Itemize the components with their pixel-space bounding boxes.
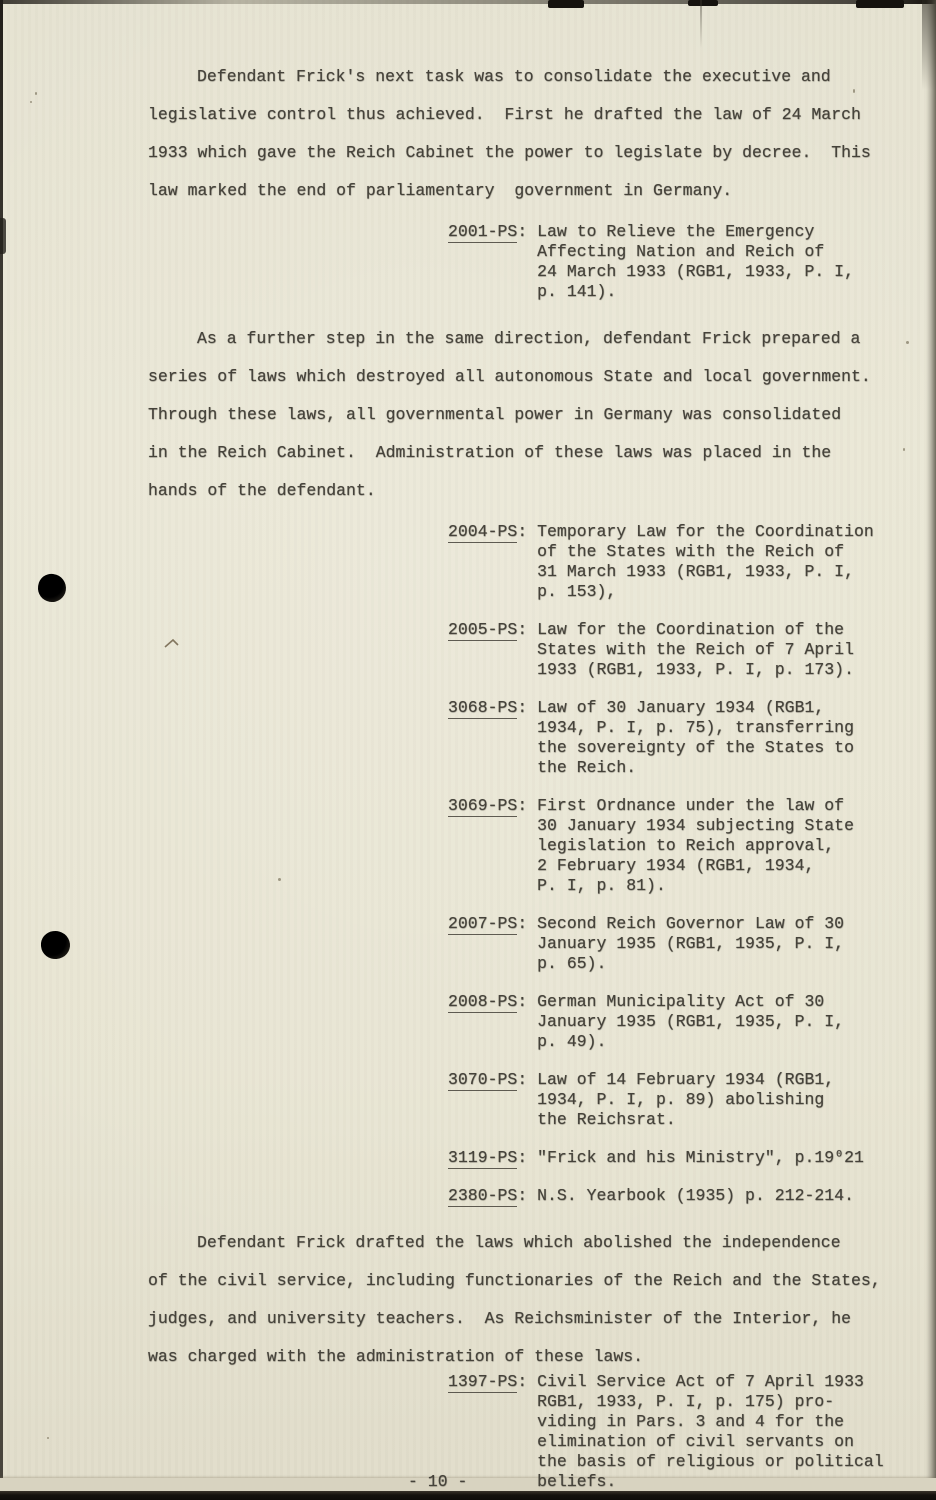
punch-hole xyxy=(40,930,72,961)
scan-edge-corner xyxy=(922,0,936,90)
citation-item xyxy=(448,1148,908,1168)
citation-text-line: Temporary Law for the Coordination xyxy=(537,522,874,541)
citation-text xyxy=(537,1186,908,1206)
citation-item xyxy=(448,992,908,1052)
citation-text-line: 24 March 1933 (RGB1, 1933, P. I, xyxy=(537,262,854,281)
citation-id-separator: : xyxy=(517,992,538,1011)
citation-text-line: p. 141). xyxy=(537,282,617,301)
citation-text-line: RGB1, 1933, P. I, p. 175) pro- xyxy=(537,1392,835,1411)
citation-item xyxy=(448,522,908,602)
citation-text xyxy=(537,698,908,778)
citation-text-line: P. I, p. 81). xyxy=(537,876,666,895)
citation-id-text: 3068-PS xyxy=(448,698,518,717)
citation-id xyxy=(448,796,537,896)
citation-id-separator: : xyxy=(517,222,538,241)
citation-text-line: N.S. Yearbook (1935) p. 212-214. xyxy=(537,1186,854,1205)
citation-item xyxy=(448,1372,908,1492)
citation-text-line: p. 49). xyxy=(537,1032,607,1051)
citation-text-line: Law of 30 January 1934 (RGB1, xyxy=(537,698,825,717)
citation-text-line: viding in Pars. 3 and 4 for the xyxy=(537,1412,845,1431)
scan-mark xyxy=(0,218,6,254)
scan-edge-top xyxy=(0,0,936,4)
citation-text xyxy=(537,1372,908,1492)
paragraph-line: Defendant Frick's next task was to consolidate the executive and xyxy=(197,67,831,86)
citation-id xyxy=(448,1148,537,1168)
citation-id-text: 2380-PS xyxy=(448,1186,518,1205)
citation-id xyxy=(448,222,537,302)
citation-id xyxy=(448,698,537,778)
citation-text xyxy=(537,914,908,974)
citation-item xyxy=(448,914,908,974)
citation-item xyxy=(448,620,908,680)
scan-mark xyxy=(856,0,904,8)
citation-id-separator: : xyxy=(517,1186,538,1205)
paragraph-line: in the Reich Cabinet. Administration of these laws was placed in the xyxy=(148,443,832,462)
citation-text-line: 1934, P. I, p. 89) abolishing xyxy=(537,1090,825,1109)
citation-item xyxy=(448,1186,908,1206)
citation-text-line: Law for the Coordination of the xyxy=(537,620,845,639)
citation-text-line: the Reichsrat. xyxy=(537,1110,676,1129)
scan-mark xyxy=(548,0,584,8)
citation-id xyxy=(448,914,537,974)
citation-id-text: 3119-PS xyxy=(448,1148,518,1167)
paragraph-line: law marked the end of parliamentary government in Germany. xyxy=(148,181,733,200)
citation-id-separator: : xyxy=(517,698,538,717)
citation-id xyxy=(448,992,537,1052)
citation-text-line: Civil Service Act of 7 April 1933 xyxy=(537,1372,864,1391)
paragraph xyxy=(148,320,908,510)
citation-id-separator: : xyxy=(517,914,538,933)
paragraph-line: of the civil service, including functionaries of the Reich and the States, xyxy=(148,1271,881,1290)
citation-id xyxy=(448,1186,537,1206)
citation-id-separator: : xyxy=(517,620,538,639)
citation-text-line: p. 153), xyxy=(537,582,617,601)
citation-group xyxy=(148,222,908,302)
paragraph-line: legislative control thus achieved. First he drafted the law of 24 March xyxy=(148,105,861,124)
scan-mark xyxy=(688,0,718,6)
citation-text-line: 1934, P. I, p. 75), transferring xyxy=(537,718,854,737)
citation-text xyxy=(537,620,908,680)
citation-text xyxy=(537,796,908,896)
citation-text-line: legislation to Reich approval, xyxy=(537,836,835,855)
citation-text xyxy=(537,222,908,302)
citation-text-line: 31 March 1933 (RGB1, 1933, P. I, xyxy=(537,562,854,581)
citation-text-line: of the States with the Reich of xyxy=(537,542,845,561)
citation-group xyxy=(148,522,908,1206)
paper-speck xyxy=(30,101,32,103)
citation-text-line: the basis of religious or political xyxy=(537,1452,884,1471)
citation-text-line: Law to Relieve the Emergency xyxy=(537,222,815,241)
citation-id-text: 3069-PS xyxy=(448,796,518,815)
citation-text xyxy=(537,522,908,602)
paragraph-line: hands of the defendant. xyxy=(148,481,376,500)
citation-item xyxy=(448,698,908,778)
citation-text xyxy=(537,1148,908,1168)
scan-edge-right xyxy=(926,0,936,1500)
citation-text-line: Law of 14 February 1934 (RGB1, xyxy=(537,1070,835,1089)
paragraph-line: As a further step in the same direction, defendant Frick prepared a xyxy=(197,329,861,348)
paragraph-line: Defendant Frick drafted the laws which abolished the independence xyxy=(197,1233,841,1252)
citation-id xyxy=(448,522,537,602)
citation-text-line: the sovereignty of the States to xyxy=(537,738,854,757)
paragraph-line: series of laws which destroyed all autonomous State and local government. xyxy=(148,367,871,386)
citation-text-line: 1933 (RGB1, 1933, P. I, p. 173). xyxy=(537,660,854,679)
citation-text-line: States with the Reich of 7 April xyxy=(537,640,854,659)
citation-text-line: the Reich. xyxy=(537,758,637,777)
citation-id-text: 2001-PS xyxy=(448,222,518,241)
citation-text-line: elimination of civil servants on xyxy=(537,1432,854,1451)
citation-id-text: 1397-PS xyxy=(448,1372,518,1391)
paper-crease xyxy=(700,0,702,48)
citation-item xyxy=(448,1070,908,1130)
citation-id xyxy=(448,620,537,680)
citation-text xyxy=(537,992,908,1052)
citation-id-separator: : xyxy=(517,1148,538,1167)
citation-text-line: Affecting Nation and Reich of xyxy=(537,242,825,261)
document-content xyxy=(148,58,908,1500)
citation-text-line: Second Reich Governor Law of 30 xyxy=(537,914,845,933)
citation-text-line: "Frick and his Ministry", p.19⁰21 xyxy=(537,1148,864,1167)
paper-speck xyxy=(35,92,37,95)
punch-hole xyxy=(36,572,68,604)
paragraph xyxy=(148,1224,908,1376)
citation-text-line: p. 65). xyxy=(537,954,607,973)
paragraph-line: 1933 which gave the Reich Cabinet the power to legislate by decree. This xyxy=(148,143,871,162)
paragraph-line: Through these laws, all governmental power in Germany was consolidated xyxy=(148,405,842,424)
page-number: - 10 - xyxy=(408,1472,468,1491)
citation-id-separator: : xyxy=(517,1070,538,1089)
citation-id-text: 2005-PS xyxy=(448,620,518,639)
citation-id-text: 2007-PS xyxy=(448,914,518,933)
citation-text-line: 2 February 1934 (RGB1, 1934, xyxy=(537,856,815,875)
paragraph-line: was charged with the administration of these laws. xyxy=(148,1347,644,1366)
citation-text-line: 30 January 1934 subjecting State xyxy=(537,816,854,835)
citation-text xyxy=(537,1070,908,1130)
citation-text-line: German Municipality Act of 30 xyxy=(537,992,825,1011)
citation-id xyxy=(448,1070,537,1130)
citation-item xyxy=(448,222,908,302)
citation-group xyxy=(148,1372,908,1492)
citation-text-line: First Ordnance under the law of xyxy=(537,796,845,815)
citation-text-line: January 1935 (RGB1, 1935, P. I, xyxy=(537,1012,845,1031)
citation-id-text: 2004-PS xyxy=(448,522,518,541)
paper-speck xyxy=(47,1437,49,1439)
citation-text-line: beliefs. xyxy=(537,1472,617,1491)
citation-id-separator: : xyxy=(517,796,538,815)
citation-text-line: January 1935 (RGB1, 1935, P. I, xyxy=(537,934,845,953)
paragraph-line: judges, and university teachers. As Reichsminister of the Interior, he xyxy=(148,1309,852,1328)
citation-id-separator: : xyxy=(517,1372,538,1391)
citation-id-text: 2008-PS xyxy=(448,992,518,1011)
citation-item xyxy=(448,796,908,896)
citation-id-text: 3070-PS xyxy=(448,1070,518,1089)
paragraph xyxy=(148,58,908,210)
citation-id-separator: : xyxy=(517,522,538,541)
